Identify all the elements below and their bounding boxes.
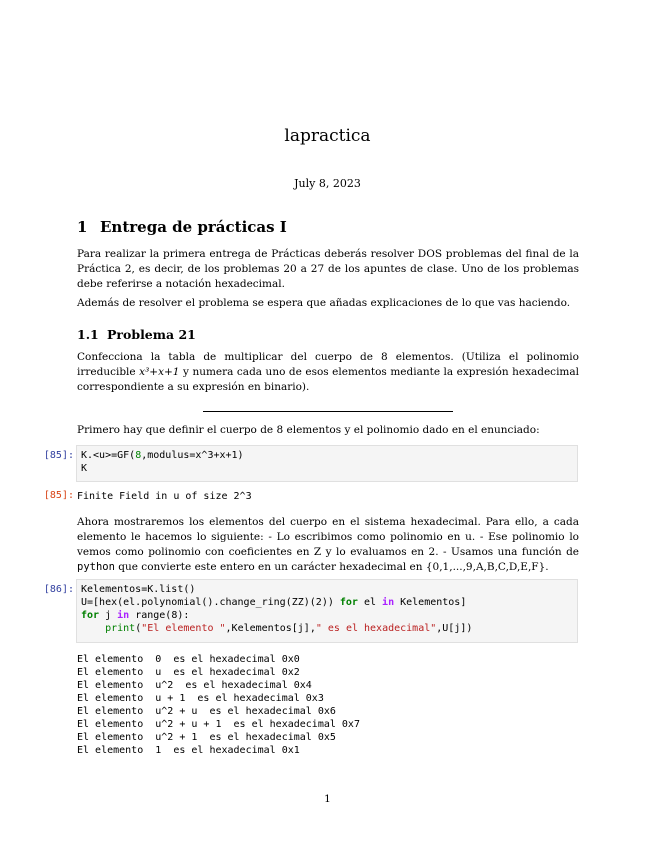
- output-line: El elemento 1 es el hexadecimal 0x1: [77, 745, 300, 756]
- code-line: U=[hex(el.polynomial().change_ring(ZZ)(2)) for el in Kelementos]: [81, 597, 467, 608]
- code-cell-86[interactable]: [76, 579, 578, 643]
- code-line: print("El elemento ",Kelementos[j]," es el hexadecimal",U[j]): [105, 623, 473, 634]
- document-title: lapractica: [284, 126, 371, 146]
- output-line: El elemento u^2 + u es el hexadecimal 0x6: [77, 706, 336, 717]
- section-title: Entrega de prácticas I: [100, 218, 287, 236]
- problem-text-b: y numera cada uno de esos elementos mediante la expresión hexadecimal correspondiente a su expresión en binario).: [77, 366, 579, 393]
- output-86: [77, 653, 360, 757]
- code-line: K: [81, 463, 88, 474]
- inline-code-python: python: [77, 561, 115, 573]
- code-line: K.<u>=GF(8,modulus=x^3+x+1): [81, 450, 244, 461]
- paragraph-problem-statement: [77, 350, 579, 395]
- code-line: for j in range(8):: [81, 610, 190, 621]
- paragraph-intro: Para realizar la primera entrega de Prácticas deberás resolver DOS problemas del final de la Práctica 2, es decir, de los problemas 20 a 27 de los apuntes de clase. Uno de los problemas debe referirse a notación hexadecimal.: [77, 248, 579, 290]
- code-line: Kelementos=K.list(): [81, 584, 196, 595]
- output-85: Finite Field in u of size 2^3: [77, 491, 252, 502]
- section-heading: [77, 218, 287, 236]
- output-line: El elemento u es el hexadecimal 0x2: [77, 667, 300, 678]
- output-line: El elemento u + 1 es el hexadecimal 0x3: [77, 693, 324, 704]
- code-cell-85[interactable]: [76, 445, 578, 482]
- horizontal-rule: [203, 411, 453, 412]
- polynomial-math: x³+x+1: [139, 366, 180, 378]
- problem-text-a: Confecciona la tabla de multiplicar del cuerpo de 8 elementos. (Utiliza el polinomio irreducible: [77, 351, 579, 378]
- output-prompt-85: [85]:: [43, 490, 74, 501]
- hex-text-a: Ahora mostraremos los elementos del cuerpo en el sistema hexadecimal. Para ello, a cada elemento le hacemos lo siguiente: - Lo escribimos como polinomio en u. - Ese polinomio lo vemos como polinomio con coeficientes en Z y lo evaluamos en 2. - Usamos una función de: [77, 516, 579, 558]
- page-number: 1: [324, 793, 331, 805]
- output-line: El elemento u^2 + u + 1 es el hexadecimal 0x7: [77, 719, 360, 730]
- document-date: July 8, 2023: [294, 177, 361, 190]
- section-number: 1: [77, 218, 88, 236]
- paragraph-explanations: Además de resolver el problema se espera que añadas explicaciones de lo que vas haciendo.: [77, 297, 571, 309]
- subsection-heading: [77, 327, 196, 342]
- input-prompt-86: [86]:: [43, 584, 74, 595]
- paragraph-define-field: Primero hay que definir el cuerpo de 8 elementos y el polinomio dado en el enunciado:: [77, 424, 540, 436]
- subsection-number: 1.1: [77, 327, 99, 342]
- input-prompt-85: [85]:: [43, 450, 74, 461]
- output-line: El elemento u^2 + 1 es el hexadecimal 0x5: [77, 732, 336, 743]
- hex-text-b: que convierte este entero en un carácter hexadecimal en {0,1,...,9,A,B,C,D,E,F}.: [114, 561, 549, 573]
- output-line: El elemento u^2 es el hexadecimal 0x4: [77, 680, 312, 691]
- subsection-title: Problema 21: [107, 327, 196, 342]
- output-line: El elemento 0 es el hexadecimal 0x0: [77, 654, 300, 665]
- paragraph-hex-explanation: [77, 515, 579, 575]
